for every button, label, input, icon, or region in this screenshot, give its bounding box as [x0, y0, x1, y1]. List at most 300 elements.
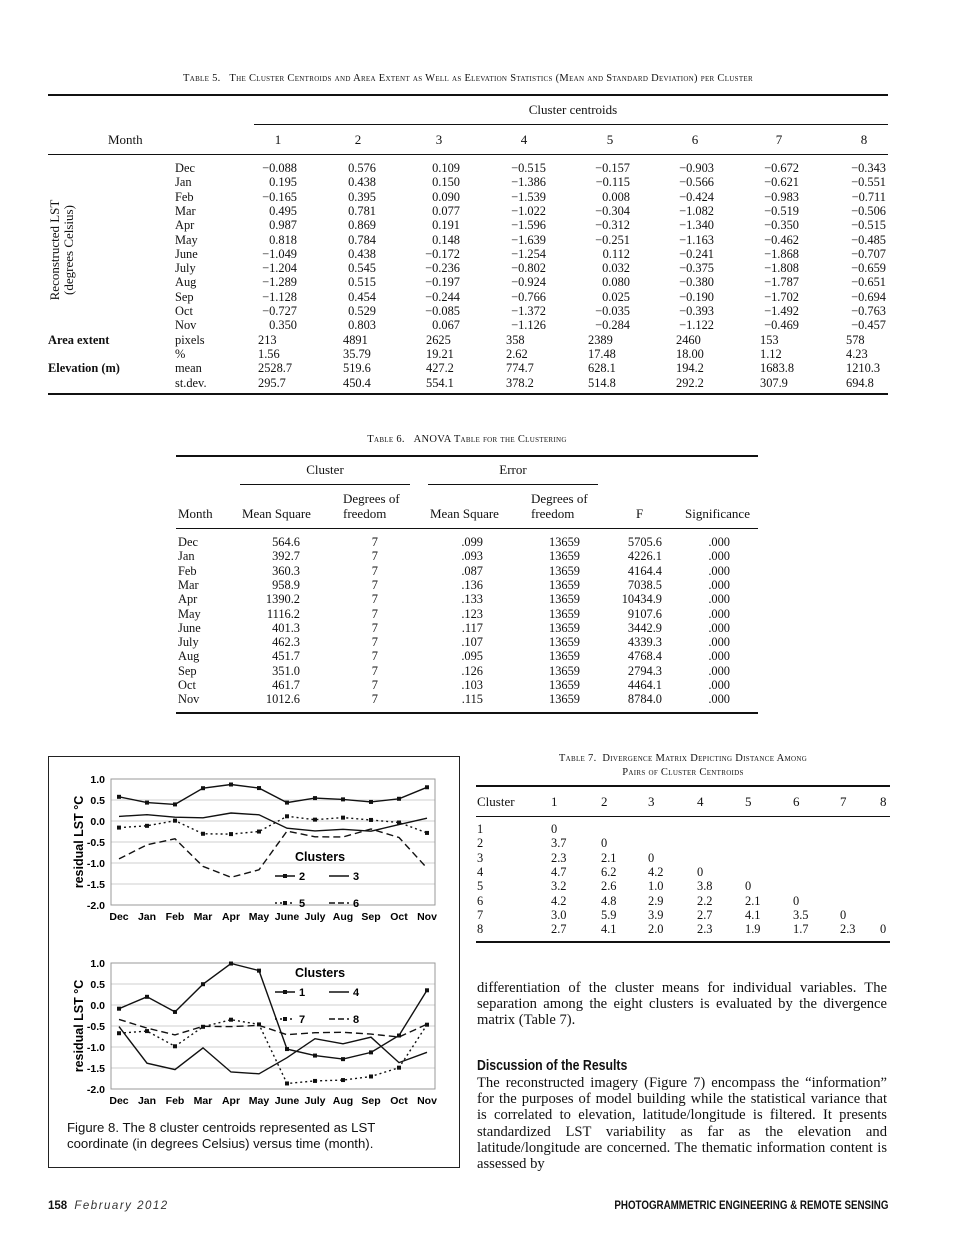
legend-label-4: 4 — [353, 987, 360, 999]
table5-cell: −1.049 — [262, 246, 297, 261]
table5-cell: −0.515 — [851, 218, 886, 233]
table6-cell: .000 — [708, 563, 730, 578]
y-axis-label: residual LST °C — [72, 979, 86, 1073]
table5-cluster-headers — [0, 132, 960, 148]
table6-row — [0, 678, 960, 692]
table6-cell: 4226.1 — [627, 549, 662, 564]
table5-cell: 514.8 — [588, 375, 616, 390]
table6-row — [0, 549, 960, 563]
table7-header-rule — [476, 816, 890, 817]
table5-mean-row — [0, 361, 960, 375]
table5-cell: −1.702 — [764, 289, 799, 304]
table6-col-df2-line2: freedom — [531, 506, 575, 521]
table7-row — [0, 894, 960, 908]
table7-cell: 2.9 — [648, 893, 664, 908]
table7-row-label: 4 — [477, 864, 484, 879]
table7-col-header: 8 — [880, 794, 887, 809]
legend-label-2: 2 — [299, 871, 306, 883]
table5-cell: 0.067 — [432, 318, 460, 333]
table7-cell: 5.9 — [601, 907, 617, 922]
table5-cell: 2625 — [426, 332, 451, 347]
y-tick-label: 0.0 — [90, 816, 105, 828]
table5-row-label: July — [175, 261, 196, 276]
table6-cell: 392.7 — [272, 549, 300, 564]
series-point-1 — [173, 1010, 177, 1014]
legend-label-5: 5 — [299, 898, 306, 910]
table7-cell: 0 — [551, 822, 558, 836]
table5-cell: 2528.7 — [258, 361, 293, 376]
series-point-5 — [285, 814, 289, 818]
table5-cell: −1.539 — [511, 189, 546, 204]
table5-cell: −0.506 — [851, 203, 886, 218]
table6-cell: 7 — [371, 620, 378, 635]
table5-cell: 0.781 — [348, 203, 376, 218]
table6-cell: 4768.4 — [627, 649, 662, 664]
table5-cell: 0.090 — [432, 189, 460, 204]
x-tick-label: Mar — [193, 911, 213, 923]
table6-cell: .133 — [461, 592, 483, 607]
table6-cell: .000 — [708, 549, 730, 564]
legend-title: Clusters — [295, 850, 346, 864]
table5-cell: 153 — [760, 332, 779, 347]
table6-cell: 13659 — [549, 620, 580, 635]
table5-cell: −1.787 — [764, 275, 799, 290]
x-tick-label: May — [248, 911, 270, 923]
table5-cell: 307.9 — [760, 375, 788, 390]
table5-cell: 1.56 — [258, 346, 280, 361]
y-tick-label: 0.0 — [90, 1000, 105, 1012]
table5-cell: −0.515 — [511, 161, 546, 175]
series-point-2 — [257, 786, 261, 790]
table6-cell: .000 — [708, 663, 730, 678]
table6-row — [0, 635, 960, 649]
table5-cell: −1.808 — [764, 261, 799, 276]
table5-cell: −0.157 — [595, 161, 630, 175]
table5-month-row — [0, 161, 960, 175]
table5-cell: −0.380 — [679, 275, 714, 290]
series-point-2 — [201, 786, 205, 790]
table5-caption — [48, 73, 888, 84]
table5-side-label-line2: (degrees Celsius) — [61, 205, 76, 295]
series-point-1 — [145, 995, 149, 999]
table6-caption — [176, 434, 758, 445]
table6-cell: 5705.6 — [627, 535, 662, 549]
table7-caption-line2: Pairs of Cluster Centroids — [622, 767, 744, 778]
series-point-1 — [117, 1007, 121, 1011]
table6-error-header: Error — [499, 462, 527, 477]
table7-row-label: 7 — [477, 907, 484, 922]
table5-month-header: Month — [108, 132, 143, 147]
legend-label-3: 3 — [353, 871, 360, 883]
table5-cluster-header: 1 — [274, 132, 282, 147]
table5-cell: 0.438 — [348, 246, 376, 261]
table5-cell: 0.191 — [432, 218, 460, 233]
table5-cluster-header: 6 — [691, 132, 699, 147]
figure8-caption: Figure 8. The 8 cluster centroids represented as LST coordinate (in degrees Celsius) versus time (month). — [67, 1120, 376, 1151]
series-point-2 — [229, 783, 233, 787]
table5-cell: −1.022 — [511, 203, 546, 218]
table6-month-cell: Sep — [178, 663, 197, 678]
table6-month-cell: Jan — [178, 549, 195, 564]
table6-row — [0, 592, 960, 606]
table5-cell: −0.651 — [851, 275, 886, 290]
table6-cell: 9107.6 — [627, 606, 662, 621]
table6-cell: 13659 — [549, 635, 580, 650]
table6-cell: 13659 — [549, 678, 580, 692]
table5-cell: −1.340 — [679, 218, 714, 233]
table6-header-rule — [176, 528, 758, 529]
table7-cell: 4.2 — [648, 864, 664, 879]
table7-cell: 4.2 — [551, 893, 567, 908]
table6-cell: 13659 — [549, 563, 580, 578]
x-tick-label: May — [248, 1095, 270, 1107]
table7-cell: 4.1 — [745, 907, 761, 922]
table6-month-cell: Feb — [178, 563, 197, 578]
table5-cell: 578 — [846, 332, 865, 347]
table6-cell: 13659 — [549, 663, 580, 678]
table7-row — [0, 908, 960, 922]
x-tick-label: Oct — [390, 1095, 408, 1107]
x-tick-label: Jan — [137, 911, 157, 923]
table5-cell: −0.424 — [679, 189, 714, 204]
table6-cell: 401.3 — [272, 620, 300, 635]
table6-col-sig: Significance — [685, 506, 750, 521]
table5-cluster-header: 8 — [860, 132, 868, 147]
table5-cell: 774.7 — [506, 361, 534, 376]
table5-cell: −0.165 — [262, 189, 297, 204]
x-tick-label: June — [274, 911, 300, 923]
series-line-4 — [119, 1027, 427, 1074]
table6-col-f: F — [636, 506, 644, 521]
series-point-7 — [369, 1074, 373, 1078]
table6-cell: .123 — [461, 606, 483, 621]
table6-col-df2-line1: Degrees of — [531, 491, 588, 506]
table5-cell: 1683.8 — [760, 361, 795, 376]
table6-row — [0, 621, 960, 635]
table5-cell: 2.62 — [506, 346, 528, 361]
table7-cell: 2.2 — [697, 893, 713, 908]
x-tick-label: June — [274, 1095, 300, 1107]
table7-row-label: 6 — [477, 893, 484, 908]
table7-col-header: 3 — [648, 794, 655, 809]
table6-cell: 7 — [371, 535, 378, 549]
table5-cell: −0.393 — [679, 304, 714, 318]
figure8-box — [48, 756, 460, 1168]
table7-row-label: 2 — [477, 836, 484, 851]
table5-cell: 0.784 — [348, 232, 376, 247]
table5-cell: −0.251 — [595, 232, 630, 247]
table6-cell: 7 — [371, 649, 378, 664]
table5-cell: 2389 — [588, 332, 613, 347]
table5-cell: 0.080 — [602, 275, 630, 290]
table6-cell: 461.7 — [272, 678, 300, 692]
table7-cell: 3.7 — [551, 836, 567, 851]
table5-cell: 694.8 — [846, 375, 874, 390]
table6-cell: 462.3 — [272, 635, 300, 650]
table7-cell: 0 — [697, 864, 704, 879]
x-tick-label: Dec — [109, 911, 129, 923]
series-point-7 — [173, 1044, 177, 1048]
series-point-7 — [285, 1081, 289, 1085]
table6-row — [0, 578, 960, 592]
table6-cell: .087 — [461, 563, 483, 578]
table5-cell: 0.148 — [432, 232, 460, 247]
y-tick-label: -1.5 — [86, 879, 105, 891]
table5-pixels-row — [0, 333, 960, 347]
table6-row — [0, 607, 960, 621]
footer-page-number: 158 — [48, 1200, 68, 1212]
table5-cell: 18.00 — [676, 346, 704, 361]
table7-col-header: 4 — [697, 794, 704, 809]
table5-row-label: Aug — [175, 275, 197, 290]
table6-cell: 13659 — [549, 549, 580, 564]
series-point-1 — [257, 969, 261, 973]
table7-cell: 2.1 — [745, 893, 761, 908]
table5-cell: 0.438 — [348, 175, 376, 190]
table6-col-df1-line2: freedom — [343, 506, 387, 521]
table5-cell: −0.312 — [595, 218, 630, 233]
table5-cell: 450.4 — [343, 375, 371, 390]
table5-cell: −0.350 — [764, 218, 799, 233]
series-point-2 — [425, 785, 429, 789]
table6-cell: 958.9 — [272, 577, 300, 592]
table7-cell: 3.2 — [551, 879, 567, 894]
y-tick-label: 1.0 — [90, 774, 105, 786]
table5-cell: −0.469 — [764, 318, 799, 333]
table6-cell: 564.6 — [272, 535, 300, 549]
table5-row-label: Sep — [175, 289, 194, 304]
table6-cell: 13659 — [549, 535, 580, 549]
table5-cell: 2460 — [676, 332, 701, 347]
table5-cell: 0.495 — [269, 203, 297, 218]
table6-cell: 7 — [371, 563, 378, 578]
x-tick-label: Mar — [193, 1095, 213, 1107]
table5-cell: −0.763 — [851, 304, 886, 318]
table5-row-label: Oct — [175, 304, 193, 318]
table5-row-label: Feb — [175, 189, 194, 204]
table5-cell: −0.241 — [679, 246, 714, 261]
table5-cluster-header: 7 — [775, 132, 783, 147]
table5-cell: 0.529 — [348, 304, 376, 318]
table6-cell: .000 — [708, 649, 730, 664]
series-point-7 — [145, 1029, 149, 1033]
table6-cell: 451.7 — [272, 649, 300, 664]
y-tick-label: 0.5 — [90, 979, 105, 991]
series-point-7 — [397, 1066, 401, 1070]
table5-cell: −1.122 — [679, 318, 714, 333]
table5-cell: −0.903 — [679, 161, 714, 175]
table7-row — [0, 922, 960, 936]
table6-month-cell: Oct — [178, 678, 196, 692]
table5-row-label: Mar — [175, 203, 196, 218]
table7-row — [0, 836, 960, 850]
table6-month-cell: Aug — [178, 649, 200, 664]
table5-month-row — [0, 247, 960, 261]
table5-cell: −0.088 — [262, 161, 297, 175]
table5-cell: −0.462 — [764, 232, 799, 247]
table5-cell: 0.987 — [269, 218, 297, 233]
table5-cell: −0.485 — [851, 232, 886, 247]
table7-cell: 4.8 — [601, 893, 617, 908]
table7-cell: 0 — [840, 907, 847, 922]
table7-cell: 4.7 — [551, 864, 567, 879]
body-paragraph-1: differentiation of the cluster means for individual variables. The separation among the eight clusters is evaluated by the divergence matrix (Table 7). — [477, 980, 887, 1029]
series-point-1 — [313, 1054, 317, 1058]
table5-cell: 0.112 — [602, 246, 630, 261]
series-point-1 — [341, 1057, 345, 1061]
table7-cell: 3.9 — [648, 907, 664, 922]
x-tick-label: Aug — [332, 1095, 354, 1107]
table6-month-cell: Nov — [178, 692, 200, 707]
legend-label-6: 6 — [353, 898, 360, 910]
x-tick-label: Jan — [137, 1095, 157, 1107]
footer-journal: PHOTOGRAMMETRIC ENGINEERING & REMOTE SENSING — [613, 1200, 888, 1212]
table5-percent-row — [0, 347, 960, 361]
table7-header-label: Cluster — [477, 794, 515, 809]
table6-cell: .126 — [461, 663, 483, 678]
table7-cell: 6.2 — [601, 864, 617, 879]
table5-group-rule — [254, 124, 888, 125]
table7-row — [0, 851, 960, 865]
table7-cell: 1.0 — [648, 879, 664, 894]
series-point-1 — [201, 982, 205, 986]
table5-month-row — [0, 275, 960, 289]
table5-cell: 0.150 — [432, 175, 460, 190]
table7-cell: 2.3 — [697, 922, 713, 937]
series-point-7 — [313, 1079, 317, 1083]
table5-cell: −0.694 — [851, 289, 886, 304]
y-tick-label: -0.5 — [86, 837, 105, 849]
table5-side-label-line1: Reconstructed LST — [47, 199, 62, 301]
table5-cell: −1.163 — [679, 232, 714, 247]
table5-cell: 554.1 — [426, 375, 454, 390]
table5-cell: −0.197 — [425, 275, 460, 290]
table5-cell: 0.454 — [348, 289, 376, 304]
table5-row-label: May — [175, 232, 198, 247]
table7-cell: 3.5 — [793, 907, 809, 922]
table7-cell: 0 — [745, 879, 752, 894]
table5-row-label: st.dev. — [175, 375, 207, 390]
table5-cell: −0.766 — [511, 289, 546, 304]
table5-cell: −1.126 — [511, 318, 546, 333]
table7-cell: 2.7 — [697, 907, 713, 922]
table5-std-row — [0, 376, 960, 390]
table6-cell: 7 — [371, 606, 378, 621]
table6-cell: 4464.1 — [627, 678, 662, 692]
table6-cell: 1390.2 — [265, 592, 300, 607]
table6-cell: 1116.2 — [266, 606, 300, 621]
table5-cell: −0.172 — [425, 246, 460, 261]
table5-row-label: Dec — [175, 161, 195, 175]
x-tick-label: Apr — [221, 911, 241, 923]
table6-month-cell: June — [178, 620, 201, 635]
legend-marker-1 — [283, 990, 287, 994]
table5-cell: −0.284 — [595, 318, 630, 333]
table6-cell: 351.0 — [272, 663, 300, 678]
table5-row-label: Nov — [175, 318, 197, 333]
table5-cell: 213 — [258, 332, 277, 347]
table5-caption-label: Table 5. — [183, 73, 221, 84]
table6-cell: 3442.9 — [627, 620, 662, 635]
table5-cell: 0.032 — [602, 261, 630, 276]
table5-cell: −0.190 — [679, 289, 714, 304]
table7-cell: 2.0 — [648, 922, 664, 937]
table5-cell: 0.025 — [602, 289, 630, 304]
x-tick-label: Sep — [361, 1095, 381, 1107]
series-line-7 — [119, 1020, 427, 1084]
table5-cell: 0.077 — [432, 203, 460, 218]
table6-cell: 360.3 — [272, 563, 300, 578]
table5-cell: −0.236 — [425, 261, 460, 276]
table6-cell: .103 — [461, 678, 483, 692]
table6-cell: .000 — [708, 678, 730, 692]
table5-cell: −0.672 — [764, 161, 799, 175]
table5-cell: 19.21 — [426, 346, 454, 361]
table6-col-ms1: Mean Square — [242, 506, 311, 521]
table7-cell: 2.3 — [551, 850, 567, 865]
table6-cell: .115 — [461, 692, 483, 707]
table6-cell: .093 — [461, 549, 483, 564]
table6-cell: 7 — [371, 549, 378, 564]
table5-cell: 0.869 — [348, 218, 376, 233]
table7-row — [0, 865, 960, 879]
table6-cell: .107 — [461, 635, 483, 650]
table6-col-headers — [0, 490, 960, 526]
x-tick-label: Dec — [109, 1095, 129, 1107]
table7-cell: 1.9 — [745, 922, 761, 937]
series-point-1 — [369, 1050, 373, 1054]
table5-cell: −0.983 — [764, 189, 799, 204]
table5-cell: 1210.3 — [846, 361, 881, 376]
table6-cell: 7 — [371, 592, 378, 607]
table5-cell: 378.2 — [506, 375, 534, 390]
table7-cell: 0 — [601, 836, 608, 851]
table6-cell: 13659 — [549, 577, 580, 592]
table7-col-header: 7 — [840, 794, 847, 809]
table5-cell: 292.2 — [676, 375, 704, 390]
section-heading: Discussion of the Results — [477, 1057, 628, 1074]
table5-cell: 0.109 — [432, 161, 460, 175]
series-point-1 — [425, 988, 429, 992]
table5-cell: −0.551 — [851, 175, 886, 190]
table6-cell: .000 — [708, 635, 730, 650]
table5-cell: −1.128 — [262, 289, 297, 304]
table6-cell: 4164.4 — [627, 563, 662, 578]
table6-cell: 7 — [371, 663, 378, 678]
table6-row — [0, 649, 960, 663]
x-tick-label: Aug — [332, 911, 354, 923]
figure8-bottom-chart — [49, 949, 459, 1129]
series-point-7 — [117, 1031, 121, 1035]
table6-cell: 7 — [371, 678, 378, 692]
table6-cell: .000 — [708, 577, 730, 592]
table5-cluster-header: 4 — [520, 132, 528, 147]
table5-month-row — [0, 204, 960, 218]
table7-cell: 3.8 — [697, 879, 713, 894]
series-line-1 — [119, 964, 427, 1060]
table5-month-row — [0, 304, 960, 318]
legend-title: Clusters — [295, 966, 346, 980]
table5-row-label: mean — [175, 361, 202, 376]
table7-row-label: 1 — [477, 822, 484, 836]
x-tick-label: Sep — [361, 911, 381, 923]
table5-cell: 628.1 — [588, 361, 616, 376]
table5-cell: −0.711 — [851, 189, 886, 204]
table5-cell: −1.254 — [511, 246, 546, 261]
table6-cell: 1012.6 — [265, 692, 300, 707]
series-point-1 — [285, 1047, 289, 1051]
table5-cell: −1.289 — [262, 275, 297, 290]
